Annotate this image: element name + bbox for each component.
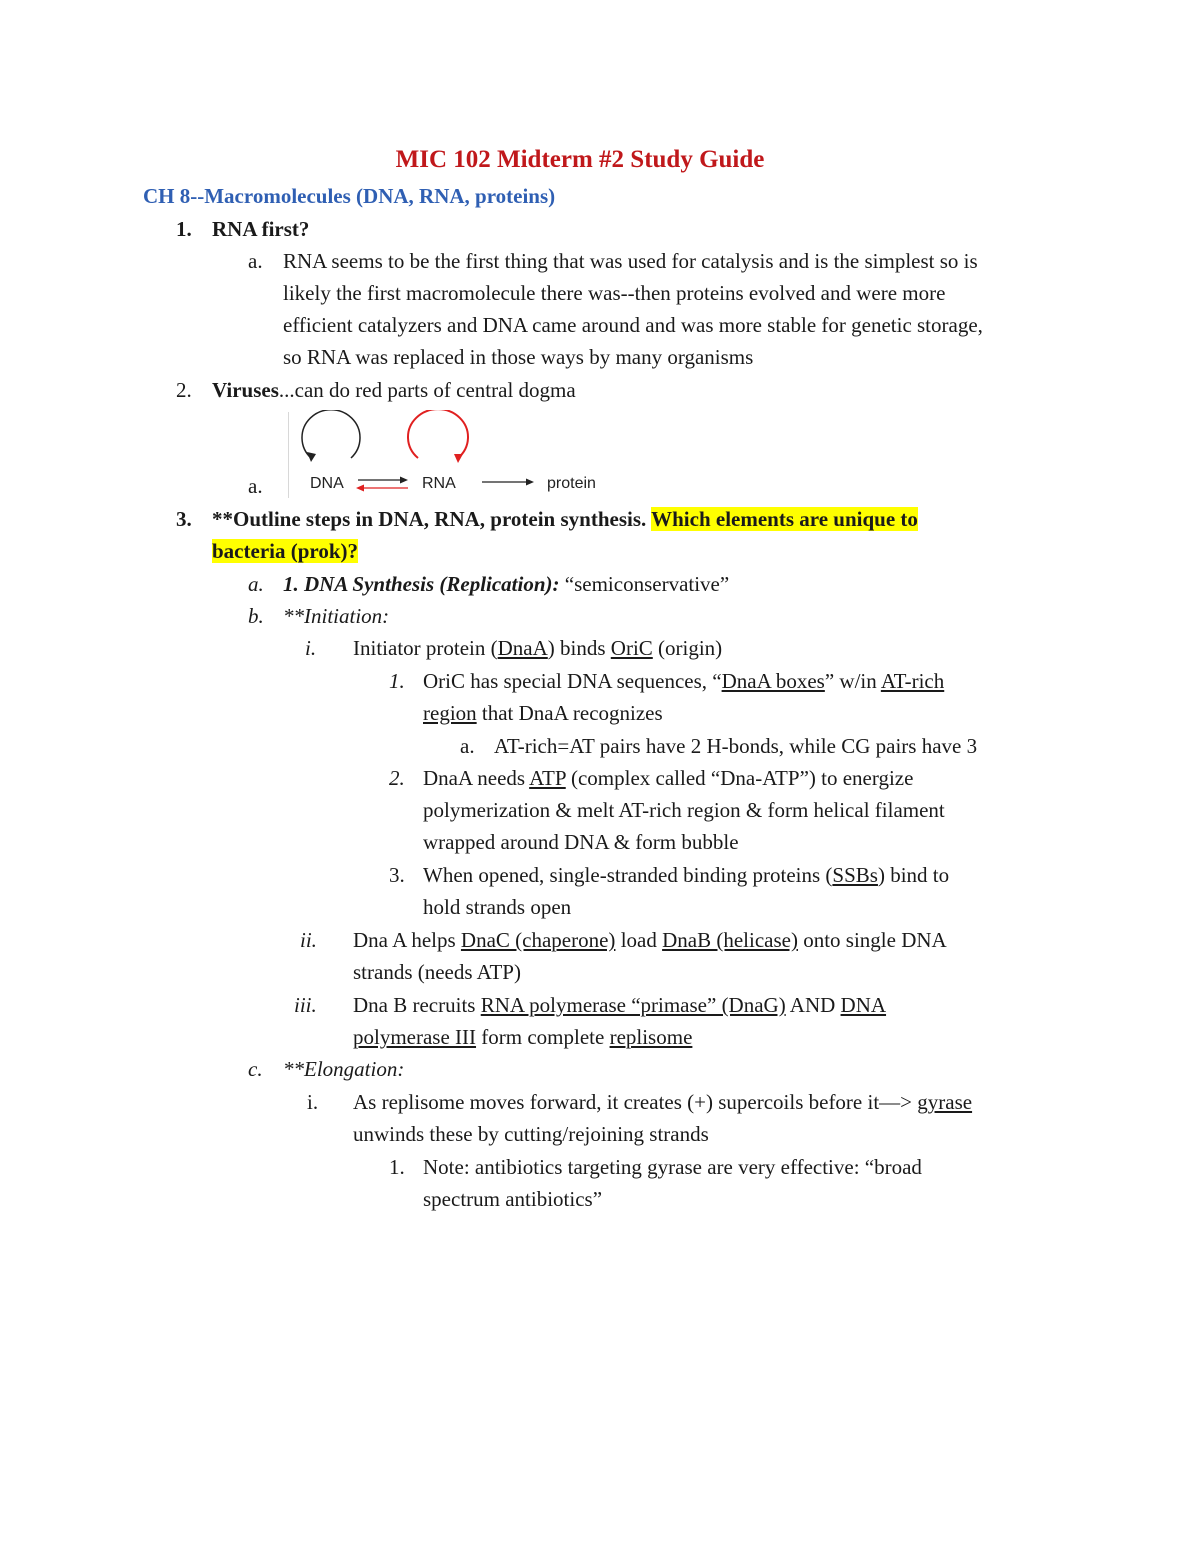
rna-replication-arc (408, 410, 468, 458)
answer-line: RNA seems to be the first thing that was used for catalysis and is the simplest so is (283, 249, 978, 273)
text-segment: ) binds (547, 636, 611, 660)
text-segment: Initiator protein ( (353, 636, 498, 660)
list-letter: c. (248, 1057, 263, 1081)
dna-arc-arrowhead (307, 452, 316, 462)
term-dnac: DnaC (chaperone) (460, 928, 616, 952)
question-viruses (212, 374, 576, 406)
text-segment: Dna A helps (353, 928, 461, 952)
central-dogma-diagram (288, 410, 618, 502)
term-oric: OriC (610, 636, 653, 660)
term-region: region (423, 701, 477, 725)
dna-synthesis-text: “semiconservative” (564, 572, 730, 596)
initiation-substep-3-cont: hold strands open (423, 895, 572, 919)
initiation-step-ii (353, 924, 947, 956)
diagram-protein-label: protein (547, 475, 596, 492)
initiation-heading: **Initiation: (283, 604, 390, 628)
list-letter: a. (248, 249, 263, 273)
list-letter: a. (460, 734, 475, 758)
elongation-heading: **Elongation: (283, 1057, 405, 1081)
initiation-substep-2-cont: wrapped around DNA & form bubble (423, 830, 739, 854)
initiation-step-iii-cont (353, 1021, 692, 1053)
rna-arc-arrowhead (454, 454, 463, 463)
list-number: 1. (389, 669, 405, 693)
elongation-step-i (353, 1086, 972, 1118)
dna-synthesis-heading (283, 568, 729, 600)
text-segment: onto single DNA (797, 928, 947, 952)
highlight-text: Which elements are unique to (651, 507, 918, 531)
highlight-text: bacteria (prok)? (212, 539, 359, 563)
term-replisome: replisome (609, 1025, 693, 1049)
term-polymerase-iii: polymerase III (353, 1025, 477, 1049)
term-ssbs: SSBs (832, 863, 878, 887)
text-segment: ” w/in (824, 669, 881, 693)
list-number: 3. (389, 863, 405, 887)
gyrase-note: Note: antibiotics targeting gyrase are very effective: “broad (423, 1155, 922, 1179)
text-segment: ) bind to (877, 863, 950, 887)
transcription-arrowhead (400, 477, 408, 484)
text-segment: load (615, 928, 663, 952)
initiation-substep-3 (423, 859, 949, 891)
text-segment: DnaA needs (423, 766, 530, 790)
text-segment: form complete (476, 1025, 610, 1049)
list-number: 2. (176, 378, 192, 402)
term-gyrase: gyrase (917, 1090, 973, 1114)
answer-line: likely the first macromolecule there was--then proteins evolved and were more (283, 281, 946, 305)
list-number: 1. (389, 1155, 405, 1179)
dna-replication-arc (302, 410, 360, 458)
initiation-step-ii-cont: strands (needs ATP) (353, 960, 521, 984)
reverse-transcription-arrowhead (356, 485, 364, 492)
text-segment: AND (785, 993, 841, 1017)
answer-line: efficient catalyzers and DNA came around and was more stable for genetic storage, (283, 313, 983, 337)
viruses-label: Viruses (212, 378, 279, 402)
text-segment: OriC has special DNA sequences, “ (423, 669, 722, 693)
text-segment: (complex called “Dna-ATP”) to energize (565, 766, 914, 790)
section-heading: CH 8--Macromolecules (DNA, RNA, proteins) (143, 184, 556, 208)
list-number: 2. (389, 766, 405, 790)
term-dna: DNA (840, 993, 887, 1017)
term-at-rich: AT-rich (880, 669, 945, 693)
list-roman: i. (305, 636, 317, 660)
text-segment: Dna B recruits (353, 993, 481, 1017)
list-letter: a. (248, 572, 264, 596)
text-segment: that DnaA recognizes (476, 701, 663, 725)
list-roman: ii. (300, 928, 317, 952)
list-roman: iii. (294, 993, 317, 1017)
initiation-substep-2 (423, 762, 913, 794)
list-letter: b. (248, 604, 264, 628)
question-outline-steps-cont (212, 535, 358, 567)
text-segment: As replisome moves forward, it creates (+) supercoils before it—> (353, 1090, 918, 1114)
dna-synthesis-label: 1. DNA Synthesis (Replication): (283, 572, 560, 596)
term-atp: ATP (529, 766, 566, 790)
text-segment: When opened, single-stranded binding proteins ( (423, 863, 833, 887)
initiation-substep-1-cont (423, 697, 663, 729)
at-rich-note: AT-rich=AT pairs have 2 H-bonds, while CG pairs have 3 (494, 734, 978, 758)
list-number: 3. (176, 507, 192, 531)
term-dnaa-boxes: DnaA boxes (721, 669, 825, 693)
translation-arrowhead (526, 479, 534, 486)
initiation-substep-1 (423, 665, 944, 697)
list-number: 1. (176, 217, 192, 241)
question-outline-steps (212, 503, 918, 535)
answer-line: so RNA was replaced in those ways by many organisms (283, 345, 754, 369)
initiation-step-iii (353, 989, 886, 1021)
list-letter: a. (248, 474, 263, 498)
elongation-step-i-cont: unwinds these by cutting/rejoining strands (353, 1122, 709, 1146)
q3-text: **Outline steps in DNA, RNA, protein synthesis. (212, 507, 647, 531)
list-roman: i. (307, 1090, 319, 1114)
text-segment: (origin) (652, 636, 723, 660)
viruses-text: ...can do red parts of central dogma (278, 378, 576, 402)
term-primase: RNA polymerase “primase” (DnaG) (480, 993, 786, 1017)
page-title: MIC 102 Midterm #2 Study Guide (395, 146, 765, 173)
diagram-dna-label: DNA (310, 475, 344, 492)
gyrase-note-cont: spectrum antibiotics” (423, 1187, 603, 1211)
diagram-rna-label: RNA (422, 475, 456, 492)
initiation-step-i (353, 632, 722, 664)
term-dnab: DnaB (helicase) (662, 928, 798, 952)
term-dnaa: DnaA (497, 636, 548, 660)
initiation-substep-2-cont: polymerization & melt AT-rich region & form helical filament (423, 798, 945, 822)
question-rna-first: RNA first? (212, 217, 310, 241)
